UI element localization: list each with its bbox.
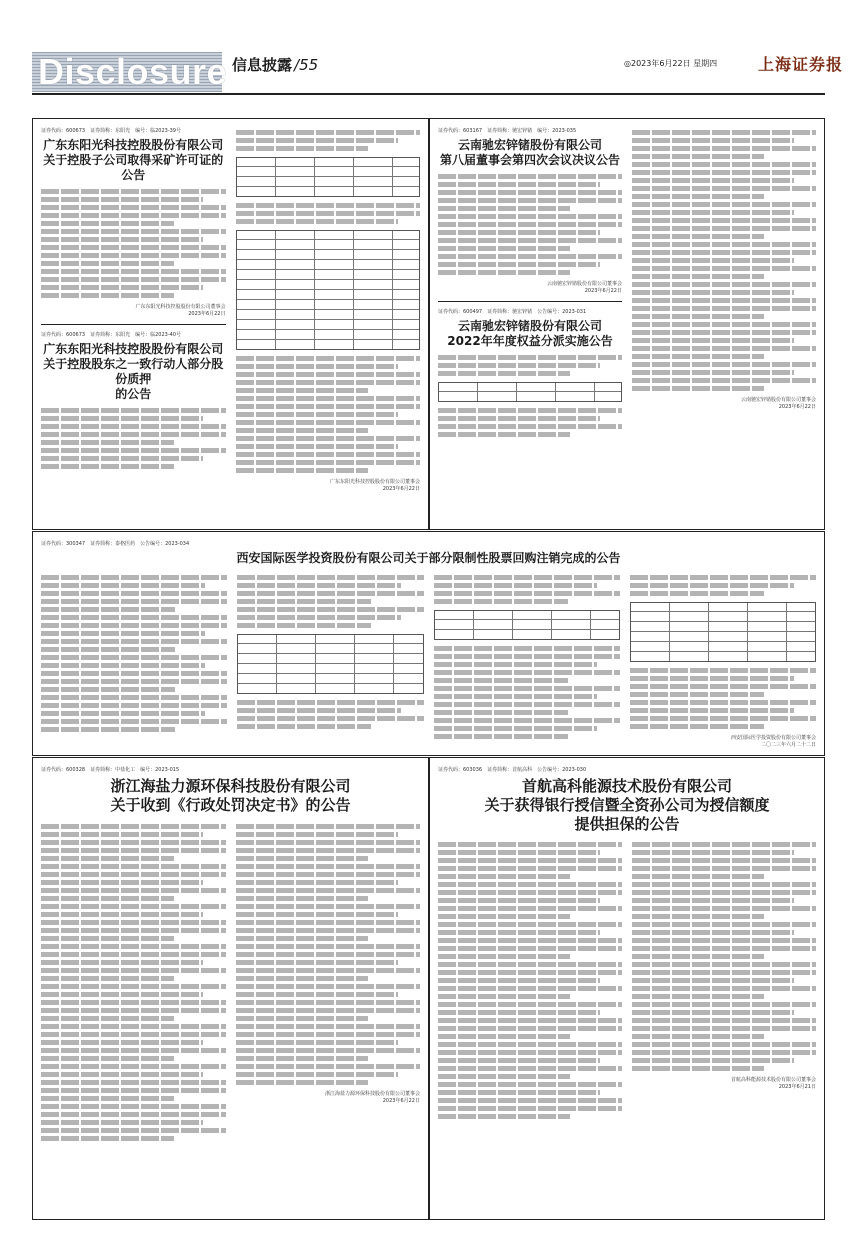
issue-date: ◎2023年6月22日 星期四	[624, 59, 718, 68]
article-signature	[236, 1091, 421, 1105]
article-meta: 证券代码：600328 证券简称：中盐化工 编号：2023-015	[41, 767, 180, 773]
article-signature	[41, 304, 226, 318]
article-title: 广东东阳光科技控股股份有限公司	[43, 342, 224, 356]
article-title: 提供担保的公告	[574, 814, 680, 833]
newspaper-name: 上海证券报	[758, 55, 844, 74]
section-title	[232, 54, 318, 75]
article-signature	[630, 735, 816, 749]
signature-org: 浙江海盐力源环保科技股份有限公司董事会	[324, 1090, 420, 1097]
signature-org: 西安国际医学投资股份有限公司董事会	[730, 735, 816, 741]
article-title: 广东东阳光科技控股股份有限公司	[43, 138, 224, 152]
article-block-bottom-right	[429, 757, 825, 1220]
signature-org: 广东东阳光科技控股股份有限公司董事会	[329, 479, 420, 485]
article-title: 首航高科能源技术股份有限公司	[521, 777, 732, 795]
masthead	[0, 0, 857, 118]
article-meta: 证券代码：603036 证券简称：首航高科 公告编号：2023-030	[438, 767, 587, 773]
article-signature	[438, 281, 622, 295]
article-meta: 证券代码：600673 证券简称：东阳光 编号：临2023-40号	[41, 332, 181, 338]
article-block-middle	[32, 531, 825, 756]
article-block-top-right	[429, 118, 825, 530]
article-title: 关于控股股东之一致行动人部分股份质押	[43, 357, 224, 386]
page-number: /55	[294, 56, 319, 74]
signature-date: 2023年6月22日	[382, 486, 420, 492]
signature-date: 2023年6月21日	[778, 1084, 816, 1091]
signature-org: 云南驰宏锌锗股份有限公司董事会	[546, 281, 622, 287]
article-title: 浙江海盐力源环保科技股份有限公司	[110, 777, 351, 795]
article-title: 关于获得银行授信暨全资孙公司为授信额度	[484, 795, 770, 814]
signature-org: 首航高科能源技术股份有限公司董事会	[730, 1077, 816, 1084]
signature-date: 二〇二三年六月二十二日	[760, 742, 816, 748]
article-meta: 证券代码：600673 证券简称：东阳光 编号：临2023-39号	[41, 128, 181, 134]
signature-date: 2023年6月22日	[584, 288, 622, 294]
article-block-top-left	[32, 118, 429, 530]
brand-logo: Disclosure	[32, 52, 222, 92]
header-rule	[32, 93, 825, 95]
article-title: 云南驰宏锌锗股份有限公司	[457, 138, 602, 152]
article-title: 关于控股子公司取得采矿许可证的公告	[43, 153, 224, 182]
signature-date: 2023年6月22日	[778, 404, 816, 410]
section-label: 信息披露	[232, 56, 293, 74]
article-title: 第八届董事会第四次会议决议公告	[439, 153, 620, 167]
article-title: 的公告	[115, 387, 152, 401]
article-title: 西安国际医学投资股份有限公司关于部分限制性股票回购注销完成的公告	[236, 551, 621, 565]
article-title: 云南驰宏锌锗股份有限公司	[457, 319, 602, 333]
article-meta: 证券代码：603167 证券简称：驰宏锌锗 编号：2023-035	[438, 128, 577, 134]
article-signature	[632, 397, 816, 411]
article-block-bottom-left	[32, 757, 429, 1220]
article-title: 2022年年度权益分派实施公告	[447, 334, 613, 348]
signature-org: 云南驰宏锌锗股份有限公司董事会	[740, 397, 816, 403]
signature-date: 2023年6月22日	[188, 311, 226, 317]
signature-date: 2023年6月22日	[382, 1097, 420, 1104]
article-signature	[632, 1077, 816, 1091]
article-meta: 证券代码：600497 证券简称：驰宏锌锗 公告编号：2023-031	[438, 309, 587, 315]
article-meta: 证券代码：300347 证券简称：泰格医药 公告编号：2023-034	[41, 541, 190, 547]
article-title: 关于收到《行政处罚决定书》的公告	[110, 795, 351, 814]
article-signature	[236, 479, 421, 493]
signature-org: 广东东阳光科技控股股份有限公司董事会	[135, 304, 226, 310]
